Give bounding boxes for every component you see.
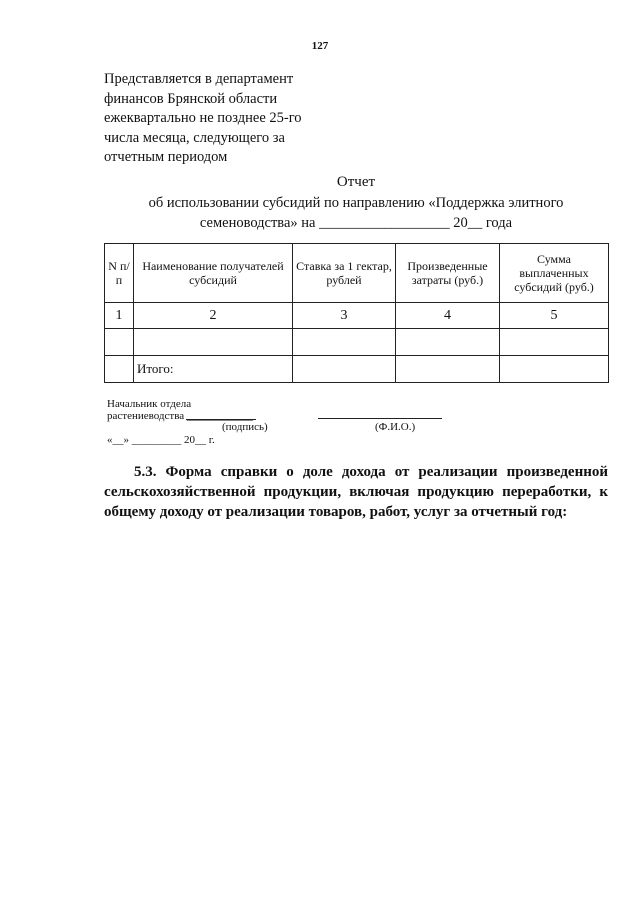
name-line xyxy=(318,418,442,419)
report-subtitle-line: об использовании субсидий по направлению «Поддержка элитного xyxy=(148,195,564,211)
table-cell xyxy=(396,329,500,356)
column-number-cell: 1 xyxy=(105,303,134,329)
header-cell-recipients: Наименование получателей субсидий xyxy=(134,244,293,303)
paragraph-line: общему доходу от реализации товаров, работ, услуг за отчетный год: xyxy=(104,504,568,520)
table-cell xyxy=(134,329,293,356)
table-cell xyxy=(500,356,609,383)
submission-note-line: финансов Брянской области xyxy=(104,90,278,107)
submission-note-line: ежеквартально не позднее 25-го xyxy=(104,110,302,126)
paragraph-line: сельскохозяйственной продукции, включая продукцию переработки, к xyxy=(104,484,608,500)
submission-note-line: Представляется в департамент xyxy=(104,71,294,87)
signature-date: «__» _________ 20__ г. xyxy=(107,434,215,446)
table-cell xyxy=(105,356,134,383)
signature-line xyxy=(186,419,256,420)
name-caption: (Ф.И.О.) xyxy=(375,421,416,433)
table-cell xyxy=(105,329,134,356)
section-5-3-paragraph xyxy=(104,462,608,522)
column-number-cell: 5 xyxy=(500,303,609,329)
submission-note xyxy=(104,70,344,168)
header-cell-number: N п/п xyxy=(105,244,134,303)
signatory-position-line: растениеводства ____________ xyxy=(107,410,253,422)
table-row xyxy=(105,329,609,356)
paragraph-line: 5.3. Форма справки о доле дохода от реализации произведенной xyxy=(134,464,608,480)
column-number-cell: 3 xyxy=(293,303,396,329)
column-number-cell: 4 xyxy=(396,303,500,329)
signatory-position-line: Начальник отдела xyxy=(107,398,192,410)
report-subtitle-line: семеноводства» на __________________ 20__ года xyxy=(199,215,513,231)
signature-caption: (подпись) xyxy=(222,421,268,433)
column-number-row xyxy=(105,303,609,329)
table-header-row xyxy=(105,244,609,303)
table-cell xyxy=(293,356,396,383)
table-cell xyxy=(396,356,500,383)
report-subtitle xyxy=(0,193,640,233)
total-row xyxy=(105,356,609,383)
report-title: Отчет xyxy=(336,174,376,190)
submission-note-line: числа месяца, следующего за xyxy=(104,129,285,146)
page-number: 127 xyxy=(311,40,329,52)
submission-note-line: отчетным периодом xyxy=(104,149,228,165)
total-label: Итого: xyxy=(134,356,293,383)
subsidy-report-table xyxy=(104,243,609,383)
column-number-cell: 2 xyxy=(134,303,293,329)
table-cell xyxy=(500,329,609,356)
header-cell-costs: Произведенные затраты (руб.) xyxy=(396,244,500,303)
header-cell-subsidy-sum: Сумма выплаченных субсидий (руб.) xyxy=(500,244,609,303)
table-cell xyxy=(293,329,396,356)
header-cell-rate: Ставка за 1 гектар, рублей xyxy=(293,244,396,303)
